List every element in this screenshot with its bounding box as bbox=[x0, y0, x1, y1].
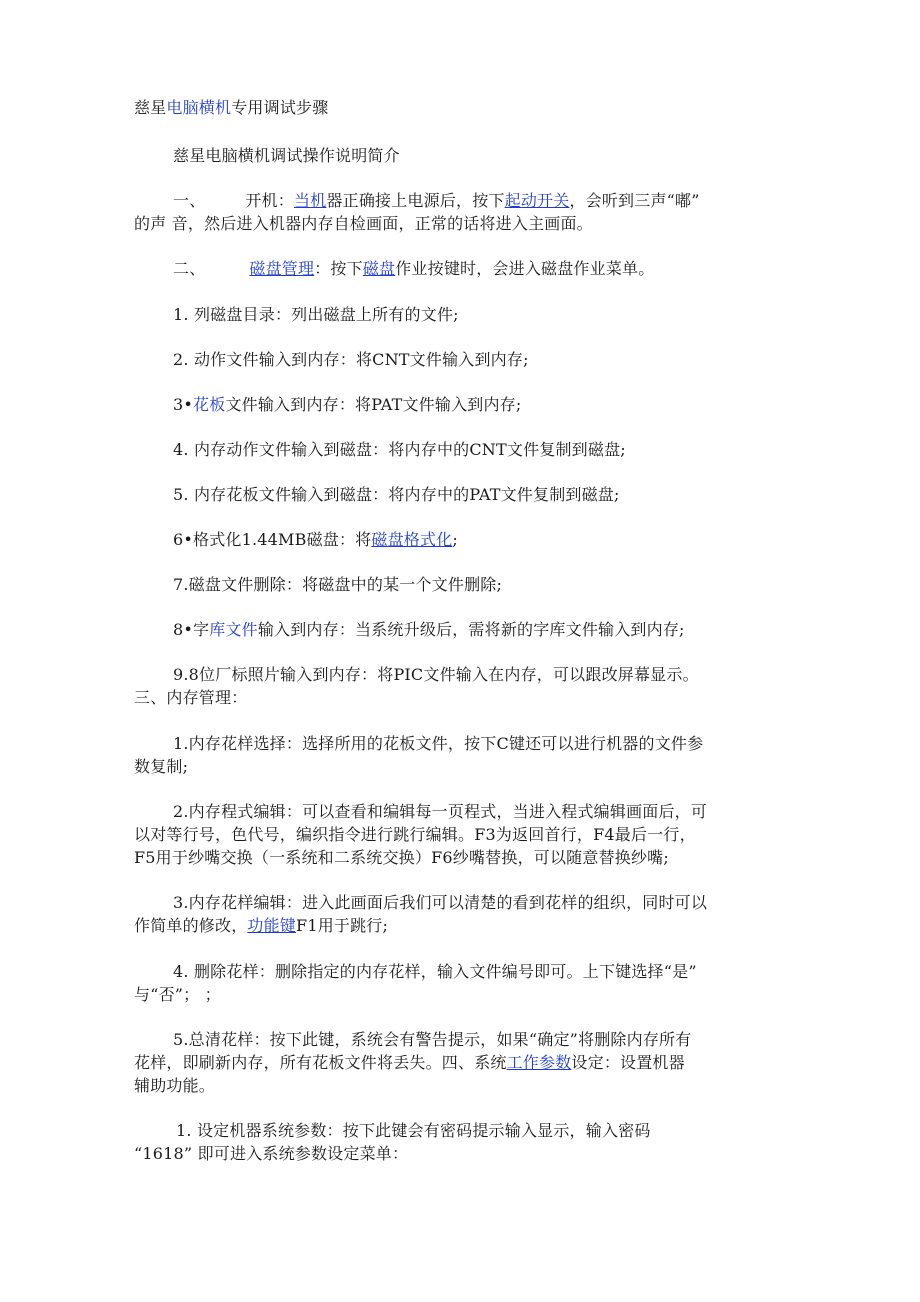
section-3-para-4-line-2: 与“否”； ； bbox=[134, 985, 221, 1004]
list-item-6: 6•格式化1.44MB磁盘：将磁盘格式化; bbox=[173, 530, 458, 549]
list-item-8: 8•字库文件输入到内存：当系统升级后，需将新的字库文件输入到内存; bbox=[173, 620, 685, 639]
section-4-para-1-line-1: 1. 设定机器系统参数：按下此键会有密码提示输入显示，输入密码 bbox=[176, 1121, 651, 1140]
section-3-para-3-line-1: 3.内存花样编辑：进入此画面后我们可以清楚的看到花样的组织，同时可以 bbox=[173, 893, 708, 912]
link-disk-management[interactable]: 磁盘管理 bbox=[249, 259, 315, 278]
section-3-para-4-line-1: 4. 删除花样：删除指定的内存花样，输入文件编号即可。上下键选择“是” bbox=[173, 962, 697, 981]
section-1-line-1: 一、 开机：当机器正确接上电源后，按下起动开关，会听到三声“嘟” bbox=[173, 191, 700, 210]
document-subtitle: 慈星电脑横机调试操作说明简介 bbox=[173, 146, 400, 165]
list-item-1: 1. 列磁盘目录：列出磁盘上所有的文件; bbox=[173, 305, 459, 324]
section-3-para-5-line-1: 5.总清花样：按下此键，系统会有警告提示，如果“确定”将删除内存所有 bbox=[173, 1030, 692, 1049]
list-item-3: 3•花板文件输入到内存：将PAT文件输入到内存; bbox=[173, 395, 522, 414]
list-item-5: 5. 内存花板文件输入到磁盘：将内存中的PAT文件复制到磁盘; bbox=[173, 485, 620, 504]
link-working-parameters[interactable]: 工作参数 bbox=[506, 1053, 572, 1072]
section-3-para-5-line-2: 花样，即刷新内存，所有花板文件将丢失。四、系统工作参数设定：设置机器 bbox=[134, 1053, 685, 1072]
section-4-para-1-line-2: “1618” 即可进入系统参数设定菜单： bbox=[134, 1144, 409, 1163]
document-title: 慈星电脑横机专用调试步骤 bbox=[134, 98, 329, 117]
section-3-para-3-line-2: 作简单的修改，功能键F1用于跳行; bbox=[134, 916, 389, 935]
link-function-key[interactable]: 功能键 bbox=[247, 916, 297, 935]
section-2-heading: 二、 磁盘管理：按下磁盘作业按键时，会进入磁盘作业菜单。 bbox=[173, 259, 655, 278]
link-start-switch[interactable]: 起动开关 bbox=[504, 191, 570, 210]
link-disk[interactable]: 磁盘 bbox=[362, 259, 396, 278]
section-3-para-5-line-3: 辅助功能。 bbox=[134, 1076, 216, 1095]
section-1-line-2: 的声 音，然后进入机器内存自检画面，正常的话将进入主画面。 bbox=[134, 214, 593, 233]
list-item-4: 4. 内存动作文件输入到磁盘：将内存中的CNT文件复制到磁盘; bbox=[173, 440, 626, 459]
list-item-2: 2. 动作文件输入到内存：将CNT文件输入到内存; bbox=[173, 350, 529, 369]
section-3-para-2-line-2: 以对等行号，色代号，编织指令进行跳行编辑。F3为返回首行，F4最后一行， bbox=[134, 825, 696, 844]
list-item-7: 7.磁盘文件删除：将磁盘中的某一个文件删除; bbox=[173, 575, 503, 594]
link-computer-knitting-machine[interactable]: 电脑横机 bbox=[166, 98, 232, 117]
section-3-para-1-line-1: 1.内存花样选择：选择所用的花板文件，按下C键还可以进行机器的文件参 bbox=[173, 734, 704, 753]
section-3-para-1-line-2: 数复制; bbox=[134, 757, 189, 776]
link-dangji[interactable]: 当机 bbox=[294, 191, 327, 210]
link-disk-format[interactable]: 磁盘格式化 bbox=[371, 530, 453, 549]
section-3-para-2-line-3: F5用于纱嘴交换（一系统和二系统交换）F6纱嘴替换，可以随意替换纱嘴; bbox=[134, 848, 669, 867]
section-3-para-2-line-1: 2.内存程式编辑：可以查看和编辑每一页程式，当进入程式编辑画面后，可 bbox=[173, 802, 708, 821]
list-item-9: 9.8位厂标照片输入到内存：将PIC文件输入在内存，可以跟改屏幕显示。 bbox=[173, 665, 699, 684]
link-pattern-board[interactable]: 花板 bbox=[193, 395, 226, 414]
link-font-library-file[interactable]: 库文件 bbox=[209, 620, 258, 639]
section-3-heading: 三、内存管理： bbox=[134, 688, 248, 707]
